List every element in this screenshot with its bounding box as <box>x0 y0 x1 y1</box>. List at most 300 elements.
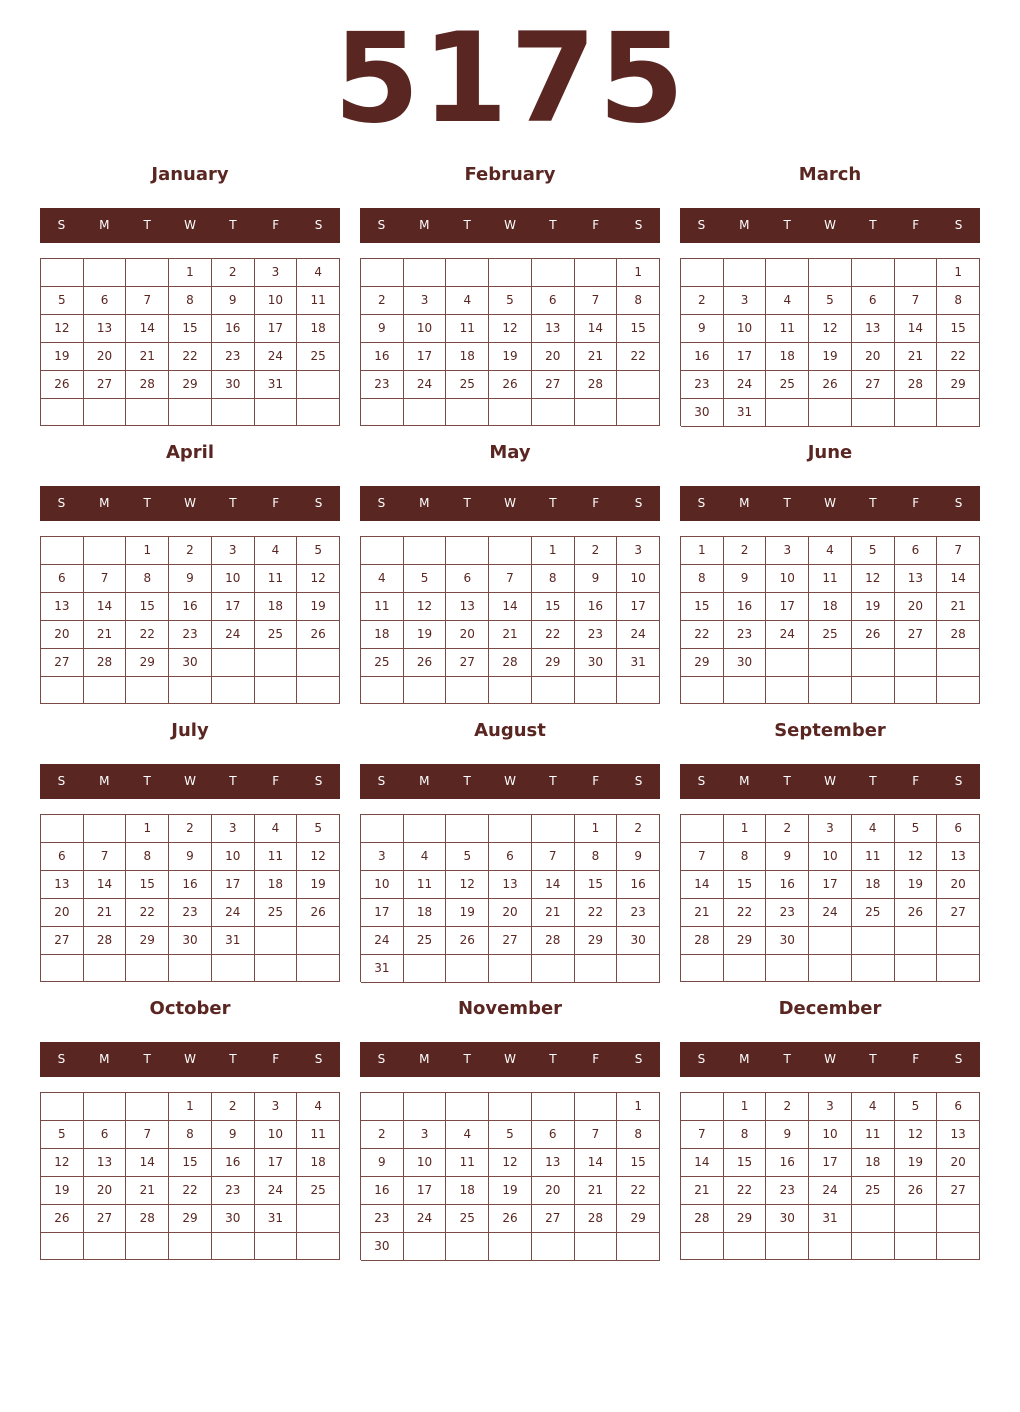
month-name: October <box>149 998 231 1019</box>
weekday-label: T <box>783 1052 791 1066</box>
day-cell: 16 <box>681 343 724 371</box>
day-grid <box>40 1092 340 1260</box>
month-name: August <box>474 720 546 741</box>
day-cell: 17 <box>809 871 852 899</box>
day-cell: 2 <box>766 1093 809 1121</box>
day-cell: 8 <box>681 565 724 593</box>
day-cell: 17 <box>766 593 809 621</box>
weekday-label: T <box>229 1052 237 1066</box>
weekday-label: S <box>697 1052 706 1066</box>
day-cell: 14 <box>575 315 618 343</box>
weekday-label: S <box>954 218 963 232</box>
empty-cell <box>575 955 618 983</box>
day-cell: 30 <box>361 1233 404 1261</box>
day-cell: 17 <box>255 1149 298 1177</box>
day-cell: 16 <box>766 871 809 899</box>
day-cell: 15 <box>681 593 724 621</box>
day-cell: 4 <box>766 287 809 315</box>
weekday-label: T <box>869 218 877 232</box>
day-cell: 13 <box>532 315 575 343</box>
day-cell: 1 <box>724 815 767 843</box>
empty-cell <box>489 1093 532 1121</box>
day-cell: 7 <box>489 565 532 593</box>
empty-cell <box>809 259 852 287</box>
day-cell: 25 <box>297 343 340 371</box>
day-cell: 19 <box>852 593 895 621</box>
day-cell: 19 <box>895 871 938 899</box>
day-cell: 21 <box>126 1177 169 1205</box>
weekday-label: T <box>783 496 791 510</box>
day-cell: 11 <box>255 843 298 871</box>
empty-cell <box>126 1233 169 1260</box>
day-cell: 29 <box>617 1205 660 1233</box>
day-cell: 15 <box>724 871 767 899</box>
weekday-label: S <box>377 774 386 788</box>
empty-cell <box>681 677 724 704</box>
empty-cell <box>446 1233 489 1261</box>
day-cell: 17 <box>361 899 404 927</box>
empty-cell <box>766 259 809 287</box>
empty-cell <box>489 1233 532 1261</box>
day-cell: 16 <box>169 871 212 899</box>
day-cell: 6 <box>84 1121 127 1149</box>
day-cell: 20 <box>937 871 980 899</box>
day-cell: 9 <box>361 315 404 343</box>
empty-cell <box>681 259 724 287</box>
day-cell: 17 <box>724 343 767 371</box>
empty-cell <box>489 399 532 426</box>
weekday-label: T <box>549 218 557 232</box>
weekday-label: S <box>697 774 706 788</box>
day-cell: 6 <box>895 537 938 565</box>
empty-cell <box>84 815 127 843</box>
empty-cell <box>617 1233 660 1261</box>
day-cell: 13 <box>895 565 938 593</box>
empty-cell <box>532 677 575 704</box>
day-cell: 20 <box>937 1149 980 1177</box>
weekday-label: M <box>739 1052 750 1066</box>
empty-cell <box>895 399 938 427</box>
day-cell: 17 <box>809 1149 852 1177</box>
day-cell: 12 <box>809 315 852 343</box>
day-cell: 29 <box>169 371 212 399</box>
empty-cell <box>169 1233 212 1260</box>
weekday-label: S <box>954 496 963 510</box>
day-cell: 25 <box>361 649 404 677</box>
empty-cell <box>937 1205 980 1233</box>
day-cell: 28 <box>126 371 169 399</box>
weekday-label: T <box>463 1052 471 1066</box>
day-cell: 17 <box>212 871 255 899</box>
day-cell: 18 <box>404 899 447 927</box>
day-cell: 21 <box>895 343 938 371</box>
day-cell: 26 <box>404 649 447 677</box>
day-cell: 8 <box>724 1121 767 1149</box>
day-cell: 14 <box>126 315 169 343</box>
empty-cell <box>361 677 404 704</box>
day-cell: 4 <box>809 537 852 565</box>
day-cell: 20 <box>489 899 532 927</box>
day-cell: 5 <box>895 1093 938 1121</box>
weekday-label: S <box>314 496 323 510</box>
day-cell: 15 <box>575 871 618 899</box>
day-cell: 25 <box>852 899 895 927</box>
day-cell: 13 <box>532 1149 575 1177</box>
day-cell: 28 <box>489 649 532 677</box>
day-cell: 16 <box>212 1149 255 1177</box>
weekday-label: T <box>549 774 557 788</box>
empty-cell <box>852 955 895 982</box>
day-cell: 12 <box>297 565 340 593</box>
day-cell: 19 <box>895 1149 938 1177</box>
empty-cell <box>297 677 340 704</box>
day-cell: 11 <box>297 287 340 315</box>
empty-cell <box>297 1205 340 1233</box>
day-cell: 31 <box>809 1205 852 1233</box>
weekday-header <box>360 764 660 799</box>
day-cell: 13 <box>937 843 980 871</box>
day-cell: 22 <box>169 1177 212 1205</box>
empty-cell <box>575 259 618 287</box>
day-cell: 28 <box>575 1205 618 1233</box>
empty-cell <box>852 677 895 704</box>
weekday-label: T <box>463 496 471 510</box>
day-cell: 18 <box>852 871 895 899</box>
empty-cell <box>575 1233 618 1261</box>
day-cell: 8 <box>532 565 575 593</box>
day-cell: 23 <box>212 343 255 371</box>
weekday-label: W <box>504 496 516 510</box>
weekday-label: W <box>184 496 196 510</box>
empty-cell <box>84 259 127 287</box>
empty-cell <box>766 677 809 704</box>
weekday-label: M <box>419 218 430 232</box>
empty-cell <box>852 399 895 427</box>
weekday-header <box>680 1042 980 1077</box>
day-cell: 15 <box>724 1149 767 1177</box>
day-grid <box>40 258 340 426</box>
month-name: March <box>798 164 862 185</box>
day-grid <box>680 814 980 982</box>
day-cell: 19 <box>809 343 852 371</box>
day-cell: 26 <box>809 371 852 399</box>
day-cell: 23 <box>169 899 212 927</box>
day-cell: 10 <box>361 871 404 899</box>
empty-cell <box>895 927 938 955</box>
day-cell: 24 <box>766 621 809 649</box>
day-cell: 13 <box>446 593 489 621</box>
empty-cell <box>809 399 852 427</box>
day-cell: 7 <box>126 287 169 315</box>
day-cell: 14 <box>84 871 127 899</box>
weekday-label: T <box>463 774 471 788</box>
day-grid <box>360 258 660 426</box>
weekday-label: F <box>592 1052 600 1066</box>
day-cell: 4 <box>446 287 489 315</box>
day-cell: 3 <box>809 815 852 843</box>
day-cell: 29 <box>532 649 575 677</box>
day-cell: 19 <box>404 621 447 649</box>
day-cell: 31 <box>724 399 767 427</box>
weekday-label: W <box>824 496 836 510</box>
empty-cell <box>681 1093 724 1121</box>
empty-cell <box>446 677 489 704</box>
day-cell: 12 <box>895 843 938 871</box>
day-cell: 28 <box>575 371 618 399</box>
day-cell: 26 <box>41 1205 84 1233</box>
weekday-label: T <box>869 1052 877 1066</box>
empty-cell <box>255 677 298 704</box>
empty-cell <box>169 677 212 704</box>
day-cell: 31 <box>255 371 298 399</box>
empty-cell <box>361 1093 404 1121</box>
day-cell: 2 <box>724 537 767 565</box>
day-cell: 10 <box>809 1121 852 1149</box>
empty-cell <box>404 259 447 287</box>
day-cell: 28 <box>681 1205 724 1233</box>
empty-cell <box>361 259 404 287</box>
empty-cell <box>84 1233 127 1260</box>
weekday-label: T <box>143 774 151 788</box>
empty-cell <box>297 399 340 426</box>
day-cell: 20 <box>446 621 489 649</box>
day-cell: 9 <box>169 565 212 593</box>
month-name: January <box>151 164 229 185</box>
weekday-label: F <box>912 774 920 788</box>
day-cell: 18 <box>446 343 489 371</box>
day-cell: 10 <box>404 1149 447 1177</box>
weekday-header <box>40 1042 340 1077</box>
weekday-label: T <box>463 218 471 232</box>
day-cell: 8 <box>126 843 169 871</box>
empty-cell <box>41 259 84 287</box>
day-cell: 1 <box>937 259 980 287</box>
day-cell: 9 <box>724 565 767 593</box>
day-cell: 18 <box>361 621 404 649</box>
weekday-label: S <box>314 218 323 232</box>
day-cell: 2 <box>212 1093 255 1121</box>
day-cell: 5 <box>297 537 340 565</box>
day-cell: 7 <box>681 1121 724 1149</box>
day-cell: 4 <box>255 815 298 843</box>
day-cell: 26 <box>41 371 84 399</box>
day-cell: 6 <box>937 1093 980 1121</box>
day-cell: 21 <box>937 593 980 621</box>
day-cell: 25 <box>446 371 489 399</box>
empty-cell <box>212 399 255 426</box>
day-cell: 16 <box>617 871 660 899</box>
weekday-label: M <box>739 496 750 510</box>
empty-cell <box>852 649 895 677</box>
empty-cell <box>532 1233 575 1261</box>
day-cell: 2 <box>169 537 212 565</box>
day-cell: 14 <box>84 593 127 621</box>
empty-cell <box>724 1233 767 1260</box>
empty-cell <box>532 815 575 843</box>
empty-cell <box>84 1093 127 1121</box>
day-cell: 19 <box>446 899 489 927</box>
day-cell: 12 <box>489 315 532 343</box>
day-cell: 9 <box>212 1121 255 1149</box>
weekday-label: T <box>143 218 151 232</box>
day-cell: 23 <box>681 371 724 399</box>
empty-cell <box>532 1093 575 1121</box>
day-cell: 28 <box>895 371 938 399</box>
day-cell: 25 <box>255 621 298 649</box>
empty-cell <box>169 399 212 426</box>
weekday-label: T <box>783 218 791 232</box>
day-grid <box>360 814 660 982</box>
day-cell: 12 <box>852 565 895 593</box>
day-cell: 17 <box>617 593 660 621</box>
empty-cell <box>126 399 169 426</box>
day-cell: 11 <box>404 871 447 899</box>
day-cell: 13 <box>937 1121 980 1149</box>
empty-cell <box>361 537 404 565</box>
day-cell: 26 <box>852 621 895 649</box>
day-cell: 8 <box>575 843 618 871</box>
weekday-label: F <box>272 774 280 788</box>
day-cell: 3 <box>724 287 767 315</box>
empty-cell <box>126 259 169 287</box>
empty-cell <box>489 537 532 565</box>
day-cell: 29 <box>681 649 724 677</box>
empty-cell <box>41 399 84 426</box>
empty-cell <box>895 677 938 704</box>
empty-cell <box>446 537 489 565</box>
year-title: 5175 <box>333 7 687 151</box>
empty-cell <box>532 399 575 426</box>
weekday-label: F <box>912 496 920 510</box>
day-cell: 28 <box>937 621 980 649</box>
empty-cell <box>212 955 255 982</box>
weekday-label: W <box>504 218 516 232</box>
day-cell: 24 <box>809 899 852 927</box>
empty-cell <box>809 955 852 982</box>
day-cell: 27 <box>532 1205 575 1233</box>
weekday-label: M <box>99 496 110 510</box>
day-cell: 6 <box>446 565 489 593</box>
day-cell: 27 <box>84 1205 127 1233</box>
empty-cell <box>895 649 938 677</box>
empty-cell <box>809 1233 852 1260</box>
day-cell: 12 <box>489 1149 532 1177</box>
weekday-label: S <box>634 218 643 232</box>
day-cell: 20 <box>41 621 84 649</box>
empty-cell <box>255 955 298 982</box>
weekday-label: S <box>954 774 963 788</box>
month-name: September <box>774 720 886 741</box>
day-cell: 30 <box>169 649 212 677</box>
day-grid <box>680 536 980 704</box>
empty-cell <box>212 649 255 677</box>
weekday-label: M <box>99 774 110 788</box>
day-cell: 22 <box>681 621 724 649</box>
day-grid <box>680 1092 980 1260</box>
day-cell: 18 <box>255 871 298 899</box>
day-cell: 6 <box>532 1121 575 1149</box>
day-cell: 23 <box>617 899 660 927</box>
day-cell: 26 <box>446 927 489 955</box>
day-cell: 28 <box>681 927 724 955</box>
day-cell: 25 <box>809 621 852 649</box>
empty-cell <box>297 371 340 399</box>
weekday-header <box>680 486 980 521</box>
day-cell: 1 <box>617 1093 660 1121</box>
empty-cell <box>446 1093 489 1121</box>
day-cell: 12 <box>41 1149 84 1177</box>
day-cell: 6 <box>937 815 980 843</box>
day-cell: 22 <box>937 343 980 371</box>
day-cell: 20 <box>84 1177 127 1205</box>
day-cell: 12 <box>404 593 447 621</box>
empty-cell <box>766 1233 809 1260</box>
day-cell: 22 <box>724 1177 767 1205</box>
day-cell: 30 <box>681 399 724 427</box>
day-grid <box>360 1092 660 1260</box>
empty-cell <box>446 399 489 426</box>
day-cell: 14 <box>489 593 532 621</box>
day-cell: 29 <box>937 371 980 399</box>
day-cell: 21 <box>681 899 724 927</box>
day-cell: 19 <box>489 343 532 371</box>
day-cell: 20 <box>895 593 938 621</box>
day-cell: 28 <box>126 1205 169 1233</box>
day-cell: 1 <box>126 815 169 843</box>
weekday-label: W <box>504 774 516 788</box>
day-cell: 10 <box>212 565 255 593</box>
day-cell: 7 <box>84 565 127 593</box>
empty-cell <box>852 259 895 287</box>
day-cell: 19 <box>41 1177 84 1205</box>
day-cell: 27 <box>937 899 980 927</box>
day-cell: 10 <box>255 1121 298 1149</box>
weekday-label: F <box>912 218 920 232</box>
day-cell: 26 <box>297 899 340 927</box>
day-cell: 18 <box>766 343 809 371</box>
weekday-label: W <box>824 218 836 232</box>
day-cell: 22 <box>617 1177 660 1205</box>
empty-cell <box>617 371 660 399</box>
day-cell: 27 <box>937 1177 980 1205</box>
day-cell: 16 <box>361 343 404 371</box>
day-cell: 4 <box>361 565 404 593</box>
day-grid <box>360 536 660 704</box>
empty-cell <box>532 955 575 983</box>
day-cell: 24 <box>255 1177 298 1205</box>
day-cell: 24 <box>617 621 660 649</box>
day-cell: 2 <box>212 259 255 287</box>
day-cell: 4 <box>297 259 340 287</box>
day-cell: 9 <box>212 287 255 315</box>
day-cell: 23 <box>361 1205 404 1233</box>
day-cell: 16 <box>575 593 618 621</box>
empty-cell <box>617 955 660 983</box>
day-cell: 30 <box>575 649 618 677</box>
day-cell: 23 <box>169 621 212 649</box>
empty-cell <box>41 537 84 565</box>
day-cell: 7 <box>532 843 575 871</box>
day-cell: 29 <box>724 1205 767 1233</box>
day-cell: 8 <box>169 287 212 315</box>
day-cell: 4 <box>852 815 895 843</box>
weekday-header <box>360 208 660 243</box>
empty-cell <box>169 955 212 982</box>
day-cell: 24 <box>404 371 447 399</box>
day-cell: 27 <box>532 371 575 399</box>
day-cell: 19 <box>489 1177 532 1205</box>
day-cell: 20 <box>532 1177 575 1205</box>
